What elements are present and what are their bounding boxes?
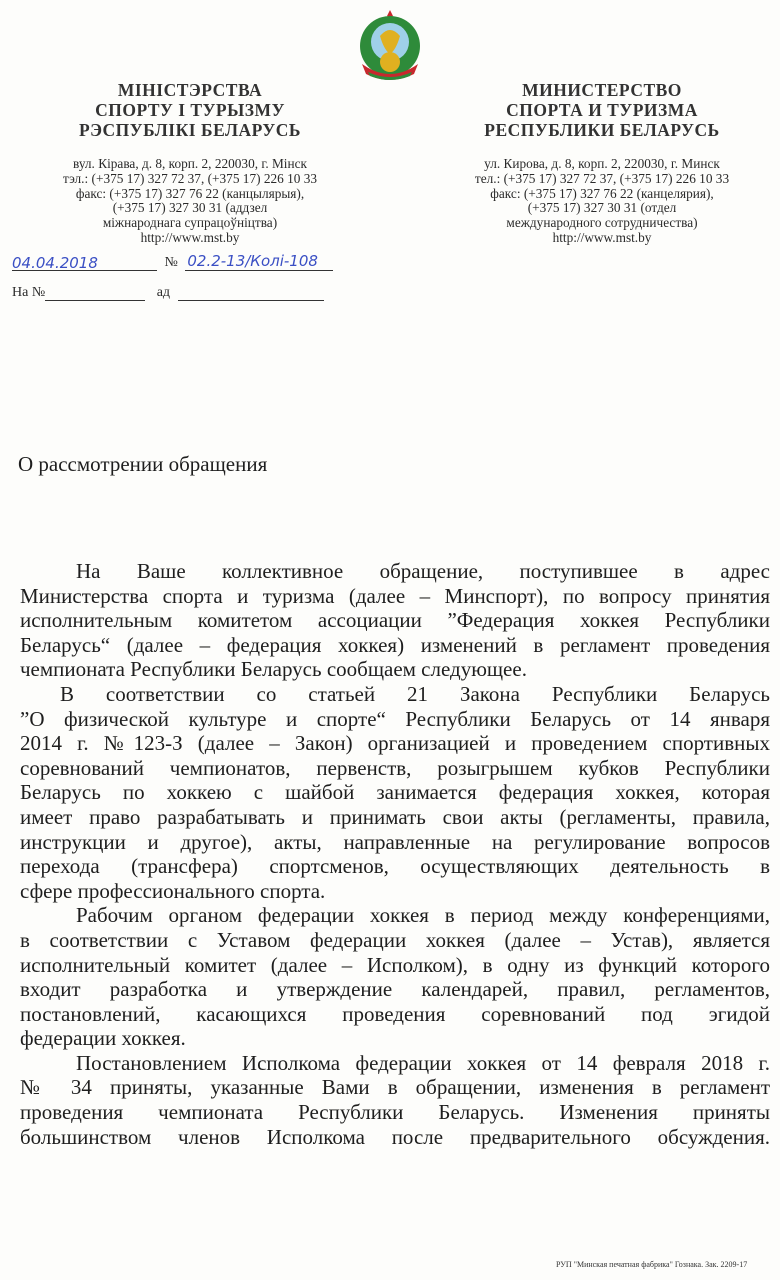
text-line: Беларусь по хоккею с шайбой занимается федерация хоккея, которая	[20, 780, 770, 805]
handwritten-date: 04.04.2018	[12, 254, 98, 272]
paragraph	[20, 682, 770, 903]
text-line: Министерства спорта и туризма (далее – Минспорт), по вопросу принятия	[20, 583, 770, 608]
text-line: Рабочим органом федерации хоккея в период между конференциями,	[76, 903, 770, 928]
text-line: Постановлением Исполкома федерации хоккея от 14 февраля 2018 г.	[76, 1050, 770, 1075]
state-emblem-icon	[350, 6, 430, 84]
printer-imprint: РУП "Минская печатная фабрика" Гознака. Зак. 2209-17	[556, 1260, 748, 1269]
text-line: 2014 г. №123-З (далее – Закон) организацией и проведением спортивных	[20, 731, 770, 756]
paragraph	[20, 1051, 770, 1149]
address-ru	[422, 157, 780, 246]
text-line: ”О физической культуре и спорте“ Республики Беларусь от 14 января	[20, 706, 770, 731]
text-line: № 34 приняты, указанные Вами в обращении, изменения в регламент	[20, 1075, 770, 1100]
title-line: РЕСПУБЛИКИ БЕЛАРУСЬ	[484, 120, 720, 140]
ref-label: На №	[12, 285, 46, 300]
text-line: постановлений, касающихся проведения соревнований под эгидой	[20, 1001, 770, 1026]
text-line: исполнительным комитетом ассоциации ”Федерация хоккея Республики	[20, 608, 770, 633]
header-right-russian	[422, 80, 780, 246]
title-line: СПОРТА И ТУРИЗМА	[506, 100, 698, 120]
ref-date-field	[178, 284, 324, 301]
text-line: В соответствии со статьей 21 Закона Республики Беларусь	[60, 681, 770, 706]
outgoing-registration	[12, 254, 333, 271]
address-line: (+375 17) 327 30 31 (отдел	[527, 200, 677, 216]
text-line: чемпионата Республики Беларусь сообщаем следующее.	[20, 657, 527, 682]
text-line: соревнований чемпионатов, первенств, розыгрышем кубков Республики	[20, 755, 770, 780]
text-line: Беларусь“ (далее – федерация хоккея) изменений в регламент проведения	[20, 632, 770, 657]
text-line: инструкции и другое), акты, направленные на регулирование вопросов	[20, 829, 770, 854]
title-line: РЭСПУБЛІКІ БЕЛАРУСЬ	[78, 120, 301, 140]
handwritten-number: 02.2-13/Колі-108	[187, 252, 318, 270]
text-line: большинством членов Исполкома после предварительного обсуждения.	[20, 1124, 770, 1149]
website-link: http://www.mst.by	[552, 229, 652, 245]
address-line: факс: (+375 17) 327 76 22 (канцылярыя),	[75, 185, 305, 201]
number-field	[185, 254, 333, 271]
address-line: факс: (+375 17) 327 76 22 (канцелярия),	[490, 185, 714, 201]
number-label: №	[164, 255, 178, 270]
letter-body	[20, 559, 770, 1149]
paragraph	[20, 903, 770, 1051]
title-line: МИНИСТЕРСТВО	[522, 80, 682, 100]
address-line: (+375 17) 327 30 31 (аддзел	[112, 200, 268, 216]
ref-number-field	[45, 284, 145, 301]
address-line: международного сотрудничества)	[506, 215, 698, 231]
date-field	[12, 254, 157, 271]
address-line: міжнароднага супрацоўніцтва)	[102, 215, 278, 231]
address-line: вул. Кірава, д. 8, корп. 2, 220030, г. Мінск	[73, 156, 307, 171]
address-line: ул. Кирова, д. 8, корп. 2, 220030, г. Минск	[484, 156, 720, 171]
title-line: СПОРТУ І ТУРЫЗМУ	[95, 100, 285, 120]
text-line: в соответствии с Уставом федерации хоккея (далее – Устав), является	[20, 927, 770, 952]
address-line: тел.: (+375 17) 327 72 37, (+375 17) 226 10 33	[474, 170, 730, 186]
text-line: перехода (трансфера) спортсменов, осуществляющих деятельность в	[20, 854, 770, 879]
text-line: проведения чемпионата Республики Беларусь. Изменения приняты	[20, 1100, 770, 1125]
incoming-reference	[12, 284, 324, 301]
text-line: сфере профессионального спорта.	[20, 878, 326, 903]
ministry-name-by	[10, 80, 370, 140]
ministry-name-ru	[422, 80, 780, 140]
subject-line: О рассмотрении обращения	[18, 452, 268, 476]
title-line: МІНІСТЭРСТВА	[117, 80, 263, 100]
website-link: http://www.mst.by	[140, 229, 240, 245]
address-by	[10, 157, 370, 246]
text-line: исполнительный комитет (далее – Исполком), в одну из функций которого	[20, 952, 770, 977]
address-line: тэл.: (+375 17) 327 72 37, (+375 17) 226 10 33	[62, 170, 318, 186]
from-label: ад	[156, 285, 171, 300]
header-left-belarusian	[10, 80, 370, 246]
paragraph	[20, 559, 770, 682]
text-line: На Ваше коллективное обращение, поступившее в адрес	[76, 559, 770, 583]
text-line: входит разработка и утверждение календарей, правил, регламентов,	[20, 977, 770, 1002]
text-line: федерации хоккея.	[20, 1026, 186, 1051]
text-line: имеет право разрабатывать и принимать свои акты (регламенты, правила,	[20, 804, 770, 829]
